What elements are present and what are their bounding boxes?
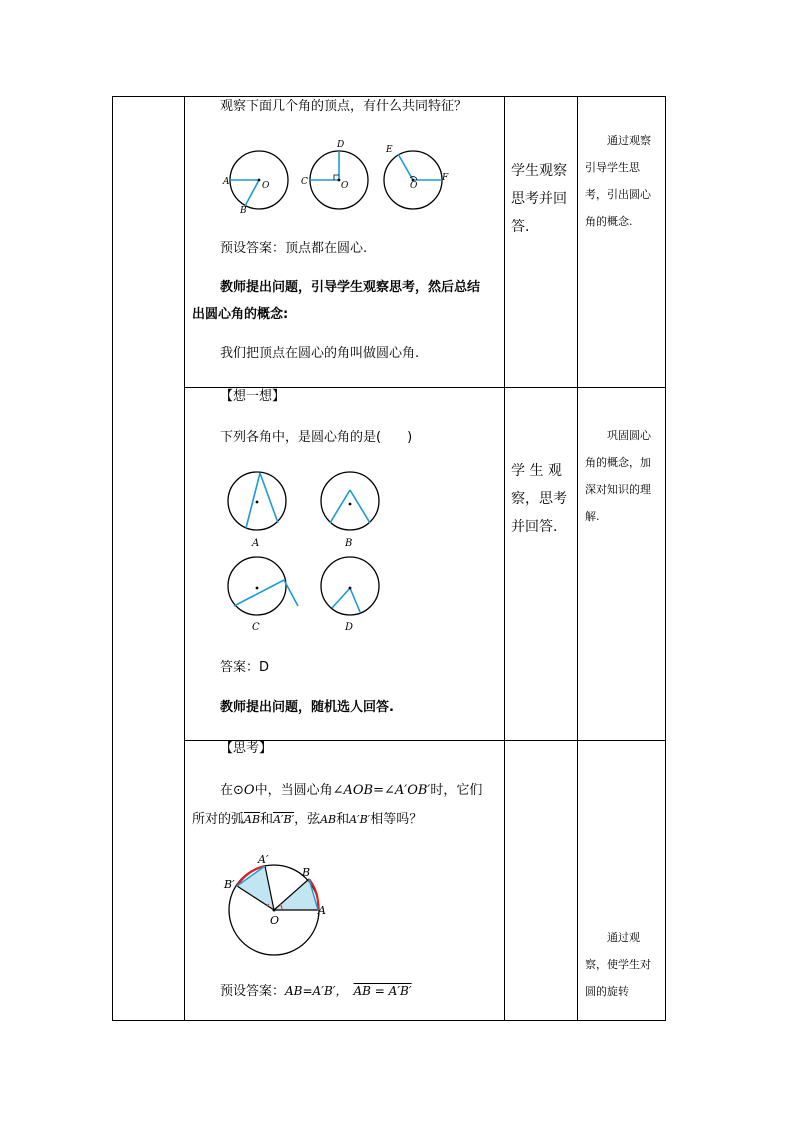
svg-text:A: A bbox=[318, 904, 326, 917]
row3-answer: 预设答案：AB=A′B′， AB = A′B′ bbox=[220, 984, 412, 999]
svg-text:O: O bbox=[270, 914, 280, 927]
row1-teacher-line2: 出圆心角的概念: bbox=[192, 307, 289, 322]
svg-text:D: D bbox=[345, 622, 354, 633]
svg-text:B: B bbox=[345, 538, 353, 549]
svg-text:E: E bbox=[386, 145, 393, 155]
svg-text:B: B bbox=[240, 206, 247, 216]
svg-text:A: A bbox=[252, 538, 260, 549]
svg-text:A: A bbox=[223, 177, 230, 187]
row1-figure-vertices bbox=[218, 136, 458, 216]
row1-definition: 我们把顶点在圆心的角叫做圆心角. bbox=[220, 346, 420, 361]
row3-figure-rotation bbox=[220, 848, 340, 958]
row2-design-note: 巩固圆心角的概念，加深对知识的理解. bbox=[585, 429, 651, 523]
svg-text:B: B bbox=[302, 866, 311, 879]
row2-figure-options bbox=[220, 468, 390, 636]
row1-teacher-line1: 教师提出问题，引导学生观察思考，然后总结 bbox=[220, 280, 481, 295]
svg-text:C: C bbox=[301, 177, 308, 187]
row2-teacher: 教师提出问题，随机选人回答. bbox=[220, 700, 394, 715]
row3-question-line1: 在⊙O中，当圆心角∠AOB=∠A′OB′时，它们 bbox=[220, 783, 483, 798]
row2-question: 下列各角中，是圆心角的是( ) bbox=[220, 430, 413, 445]
row3-question-line2: 所对的弧$\overline{AB}$和A′B′，弦AB和A′B′相等吗？ bbox=[192, 812, 423, 827]
row2-student-activity: 学 生 观察，思考并回答. bbox=[511, 463, 567, 535]
svg-text:O: O bbox=[410, 181, 418, 191]
svg-text:D: D bbox=[337, 140, 345, 150]
svg-text:A′: A′ bbox=[258, 853, 269, 866]
svg-text:B′: B′ bbox=[224, 878, 235, 891]
row1-student-activity: 学生观察思考并回答. bbox=[511, 163, 567, 235]
svg-text:C: C bbox=[252, 622, 260, 633]
col-divider-2 bbox=[504, 97, 505, 1020]
row1-design-note: 通过观察引导学生思考，引出圆心角的概念. bbox=[585, 134, 651, 228]
row1-answer: 预设答案：顶点都在圆心. bbox=[220, 241, 368, 256]
row-divider-1 bbox=[184, 387, 665, 388]
row2-answer: 答案：D bbox=[220, 660, 270, 675]
row1-question: 观察下面几个角的顶点，有什么共同特征？ bbox=[220, 99, 468, 114]
svg-text:F: F bbox=[442, 173, 449, 183]
col-divider-3 bbox=[577, 97, 578, 1020]
row2-header: 【想一想】 bbox=[220, 389, 286, 404]
row3-design-note: 通过观察，使学生对圆的旋转 bbox=[585, 931, 651, 998]
col-divider-1 bbox=[184, 97, 185, 1020]
row3-header: 【思考】 bbox=[220, 741, 273, 756]
svg-text:O: O bbox=[262, 181, 270, 191]
svg-text:O: O bbox=[341, 181, 349, 191]
